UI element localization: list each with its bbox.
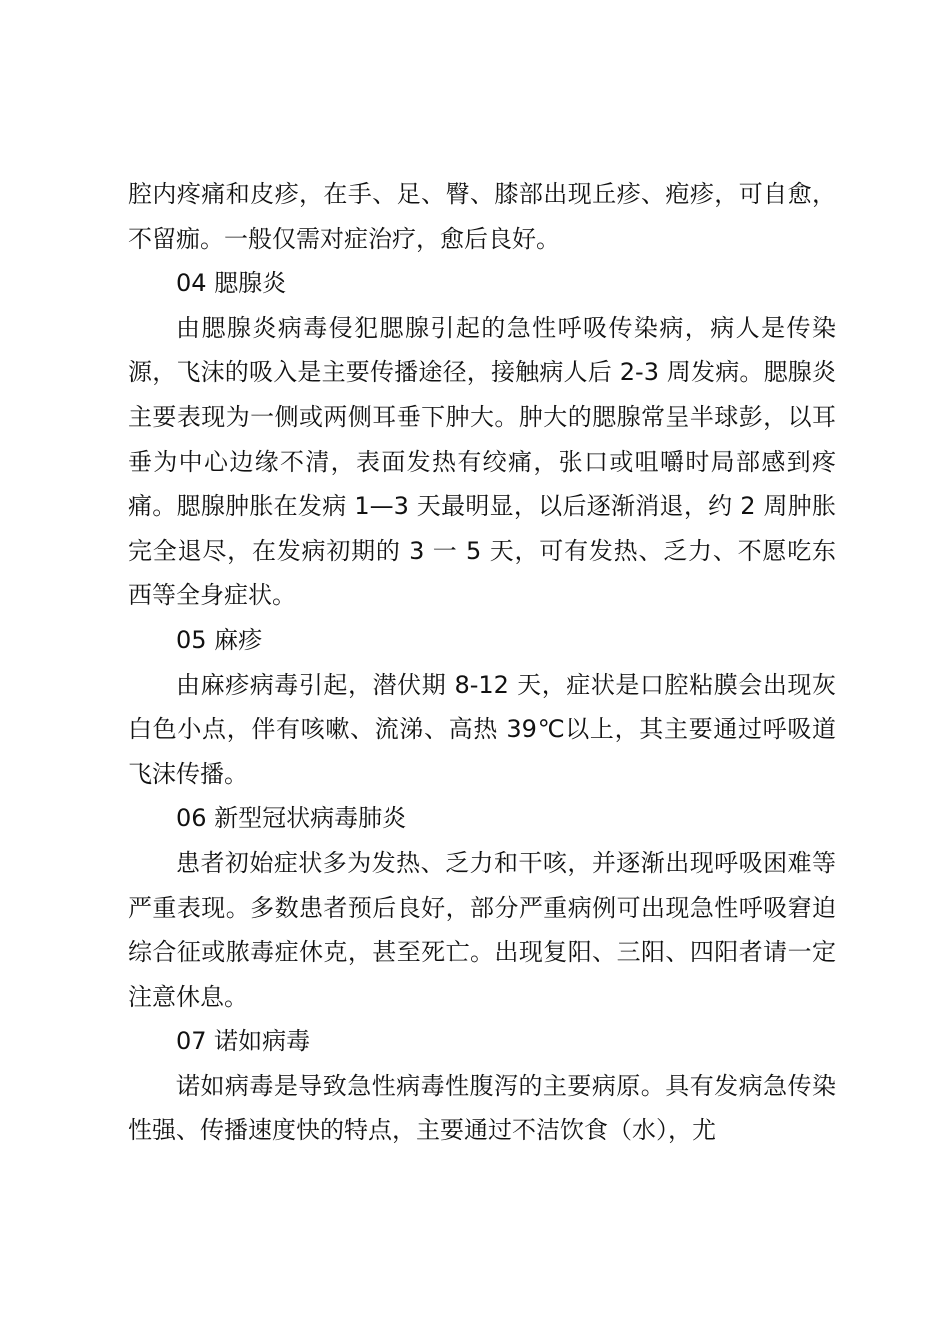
section-heading-measles: 05 麻疹 (176, 625, 263, 654)
paragraph-covid19: 患者初始症状多为发热、乏力和干咳，并逐渐出现呼吸困难等严重表现。多数患者预后良好，部分严重病例可出现急性呼吸窘迫综合征或脓毒症休克，甚至死亡。出现复阳、三阳、四阳者请一定注意休息。 (128, 848, 836, 1011)
paragraph-hand-foot-mouth-continued: 腔内疼痛和皮疹，在手、足、臀、膝部出现丘疹、疱疹，可自愈，不留痂。一般仅需对症治疗，愈后良好。 (128, 180, 836, 253)
section-heading-norovirus: 07 诺如病毒 (176, 1027, 311, 1056)
section-heading-mumps: 04 腮腺炎 (176, 269, 287, 298)
document-body (128, 172, 836, 1153)
section-heading-covid19: 06 新型冠状病毒肺炎 (176, 804, 407, 833)
paragraph-measles: 由麻疹病毒引起，潜伏期 8-12 天，症状是口腔粘膜会出现灰白色小点，伴有咳嗽、流涕、高热 39℃以上，其主要通过呼吸道飞沫传播。 (128, 670, 836, 788)
paragraph-mumps: 由腮腺炎病毒侵犯腮腺引起的急性呼吸传染病，病人是传染源，飞沫的吸入是主要传播途径，接触病人后 2-3 周发病。腮腺炎主要表现为一侧或两侧耳垂下肿大。肿大的腮腺常呈半球彭，以耳垂为中心边缘不清，表面发热有绞痛，张口或咀嚼时局部感到疼痛。腮腺肿胀在发病 1—3 天最明显，以后逐渐消退，约 2 周肿胀完全退尽，在发病初期的 3 一 5 天，可有发热、乏力、不愿吃东西等全身症状。 (128, 313, 836, 610)
paragraph-norovirus: 诺如病毒是导致急性病毒性腹泻的主要病原。具有发病急传染性强、传播速度快的特点，主要通过不洁饮食（水），尤 (128, 1071, 836, 1145)
